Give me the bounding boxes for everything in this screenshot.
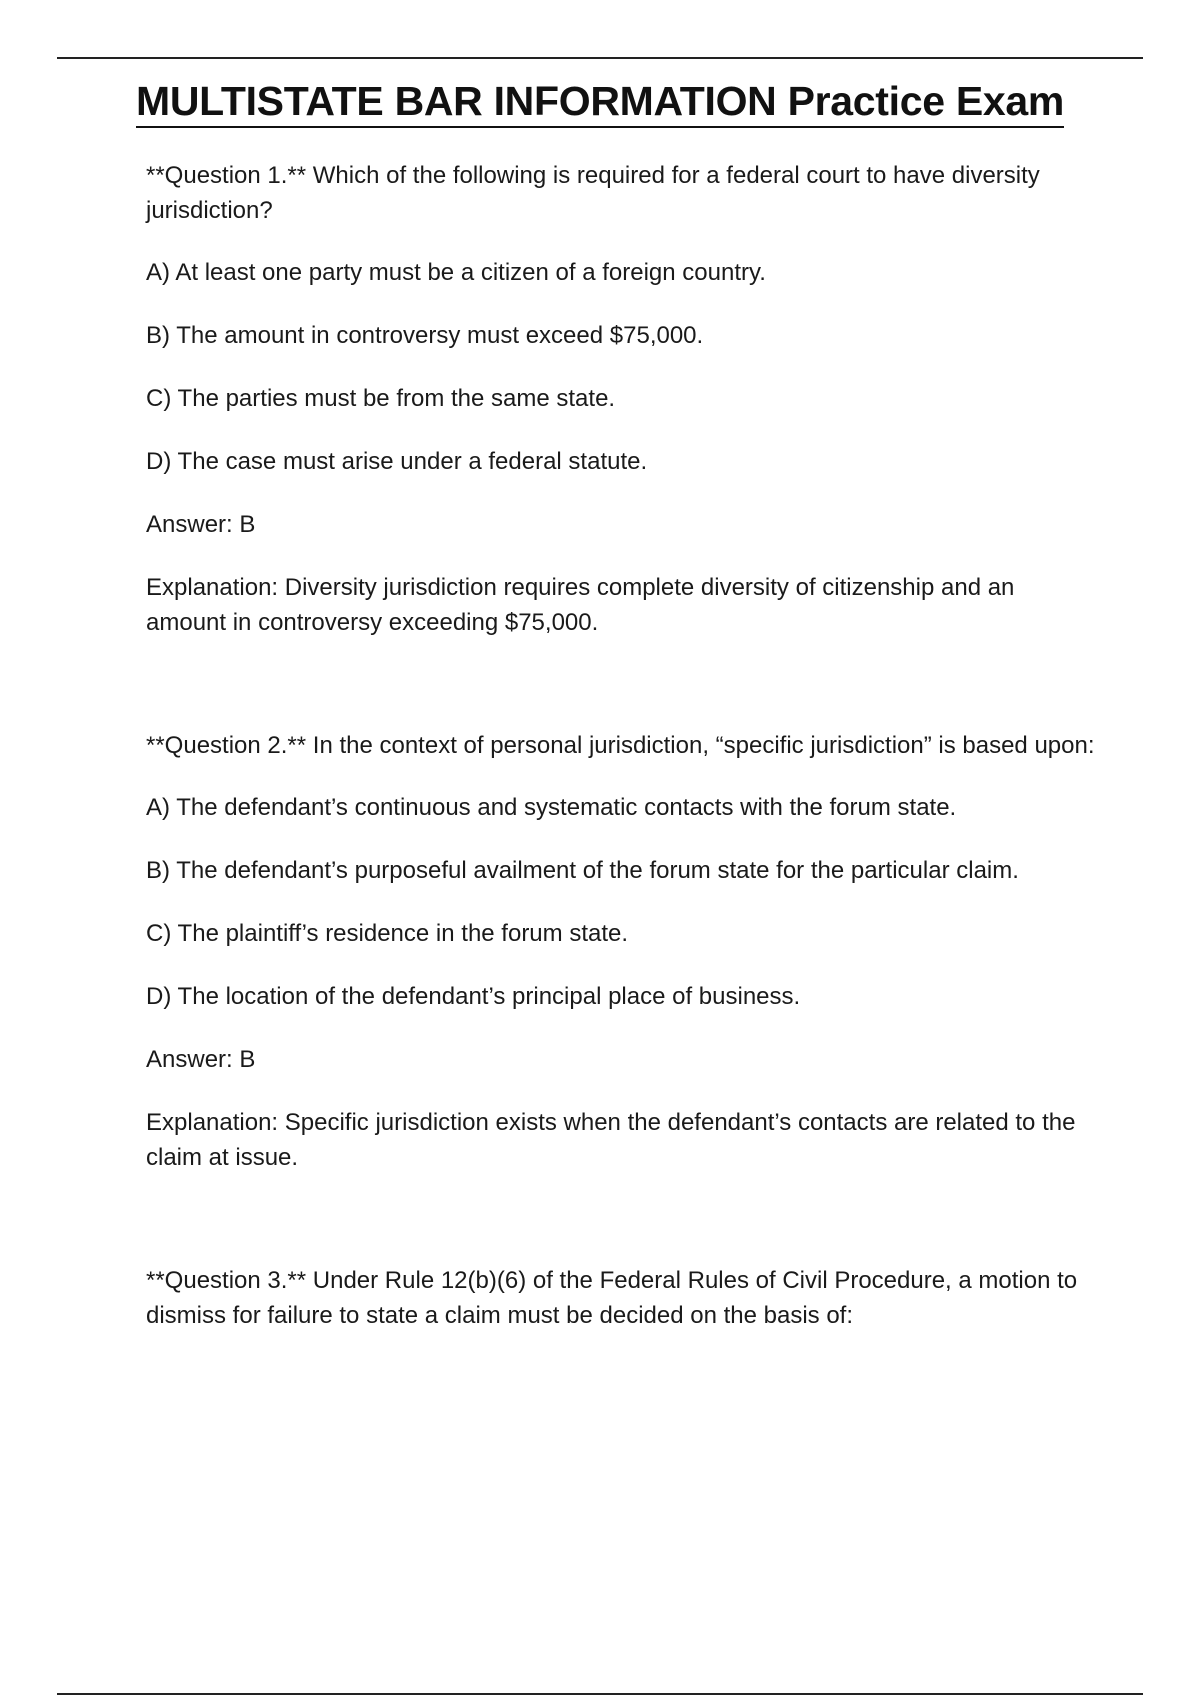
page-title <box>0 76 1200 128</box>
option-b: B) The defendant’s purposeful availment of the forum state for the particular claim. <box>146 857 1019 884</box>
question-spacer <box>146 1175 1101 1263</box>
option-d: D) The location of the defendant’s principal place of business. <box>146 983 801 1010</box>
option-a: A) The defendant’s continuous and systematic contacts with the forum state. <box>146 794 957 821</box>
option-c: C) The parties must be from the same state. <box>146 385 616 412</box>
question-3 <box>146 1263 1101 1333</box>
answer: Answer: B <box>146 511 256 538</box>
page-title-text: MULTISTATE BAR INFORMATION Practice Exam <box>136 76 1064 128</box>
document-body <box>146 158 1101 1360</box>
top-rule <box>57 57 1143 59</box>
option-a: A) At least one party must be a citizen of a foreign country. <box>146 259 766 286</box>
question-prompt: **Question 3.** Under Rule 12(b)(6) of the Federal Rules of Civil Procedure, a motion to dismiss for failure to state a claim must be decided on the basis of: <box>146 1267 1078 1329</box>
question-2 <box>146 728 1101 1175</box>
bottom-rule <box>57 1693 1143 1695</box>
question-spacer <box>146 640 1101 728</box>
explanation: Explanation: Diversity jurisdiction requires complete diversity of citizenship and an amount in controversy exceeding $75,000. <box>146 574 1015 636</box>
answer: Answer: B <box>146 1046 256 1073</box>
option-c: C) The plaintiff’s residence in the forum state. <box>146 920 629 947</box>
option-b: B) The amount in controversy must exceed $75,000. <box>146 322 704 349</box>
option-d: D) The case must arise under a federal statute. <box>146 448 648 475</box>
question-1 <box>146 158 1101 640</box>
question-prompt: **Question 2.** In the context of personal jurisdiction, “specific jurisdiction” is based upon: <box>146 732 1095 759</box>
explanation: Explanation: Specific jurisdiction exists when the defendant’s contacts are related to the claim at issue. <box>146 1109 1076 1171</box>
question-prompt: **Question 1.** Which of the following is required for a federal court to have diversity jurisdiction? <box>146 162 1040 224</box>
